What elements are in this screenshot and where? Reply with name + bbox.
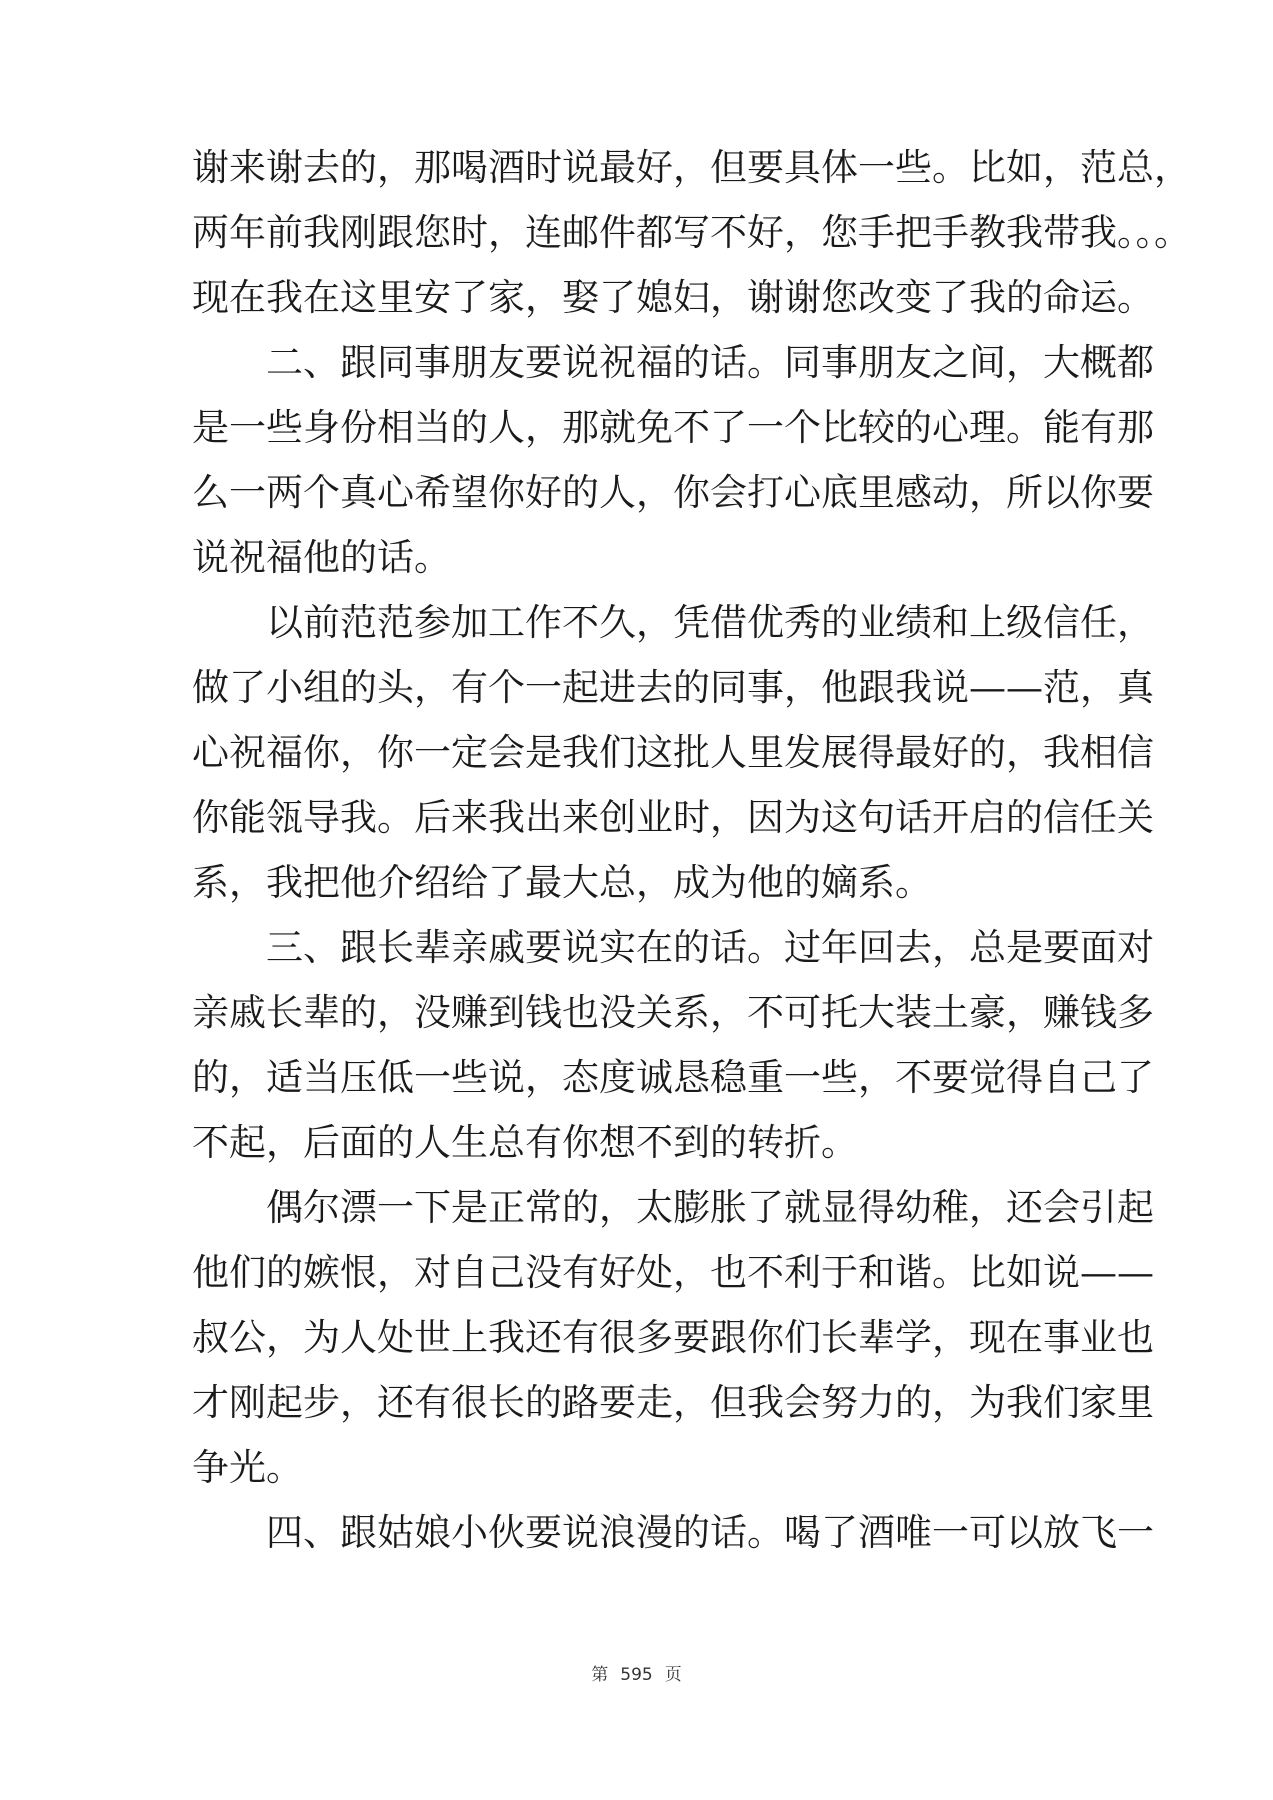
text-line: 系，我把他介绍给了最大总，成为他的嫡系。 (192, 861, 932, 904)
page-number: 595 (620, 1665, 653, 1685)
document-body (192, 135, 1191, 1565)
text-line: 是一些身份相当的人，那就免不了一个比较的心理。能有那 (192, 406, 1154, 449)
page-number-prefix: 第 (591, 1665, 609, 1685)
text-line: 说祝福他的话。 (192, 536, 451, 579)
text-line: 争光。 (192, 1446, 303, 1489)
text-line: 现在我在这里安了家，娶了媳妇，谢谢您改变了我的命运。 (192, 276, 1154, 319)
text-line: 叔公，为人处世上我还有很多要跟你们长辈学，现在事业也 (192, 1316, 1154, 1359)
text-line: 两年前我刚跟您时，连邮件都写不好，您手把手教我带我。。。 (192, 211, 1191, 254)
page-number-suffix: 页 (664, 1665, 682, 1685)
text-line: 二、跟同事朋友要说祝福的话。同事朋友之间，大概都 (266, 341, 1154, 384)
text-line: 的，适当压低一些说，态度诚恳稳重一些，不要觉得自己了 (192, 1056, 1154, 1099)
text-line: 才刚起步，还有很长的路要走，但我会努力的，为我们家里 (192, 1381, 1154, 1424)
text-line: 不起，后面的人生总有你想不到的转折。 (192, 1121, 858, 1164)
text-line: 亲戚长辈的，没赚到钱也没关系，不可托大装土豪，赚钱多 (192, 991, 1154, 1034)
text-line: 么一两个真心希望你好的人，你会打心底里感动，所以你要 (192, 471, 1154, 514)
text-line: 谢来谢去的，那喝酒时说最好，但要具体一些。比如，范总， (192, 146, 1191, 189)
text-line: 四、跟姑娘小伙要说浪漫的话。喝了酒唯一可以放飞一 (266, 1511, 1154, 1554)
text-line: 三、跟长辈亲戚要说实在的话。过年回去，总是要面对 (266, 926, 1154, 969)
text-line: 以前范范参加工作不久，凭借优秀的业绩和上级信任， (266, 601, 1154, 644)
text-line: 他们的嫉恨，对自己没有好处，也不利于和谐。比如说—— (192, 1251, 1154, 1294)
page-number-footer (0, 1660, 1273, 1685)
text-line: 你能瓴导我。后来我出来创业时，因为这句话开启的信任关 (192, 796, 1154, 839)
text-line: 心祝福你，你一定会是我们这批人里发展得最好的，我相信 (192, 731, 1154, 774)
text-line: 偶尔漂一下是正常的，太膨胀了就显得幼稚，还会引起 (266, 1186, 1154, 1229)
text-line: 做了小组的头，有个一起进去的同事，他跟我说——范，真 (192, 666, 1154, 709)
